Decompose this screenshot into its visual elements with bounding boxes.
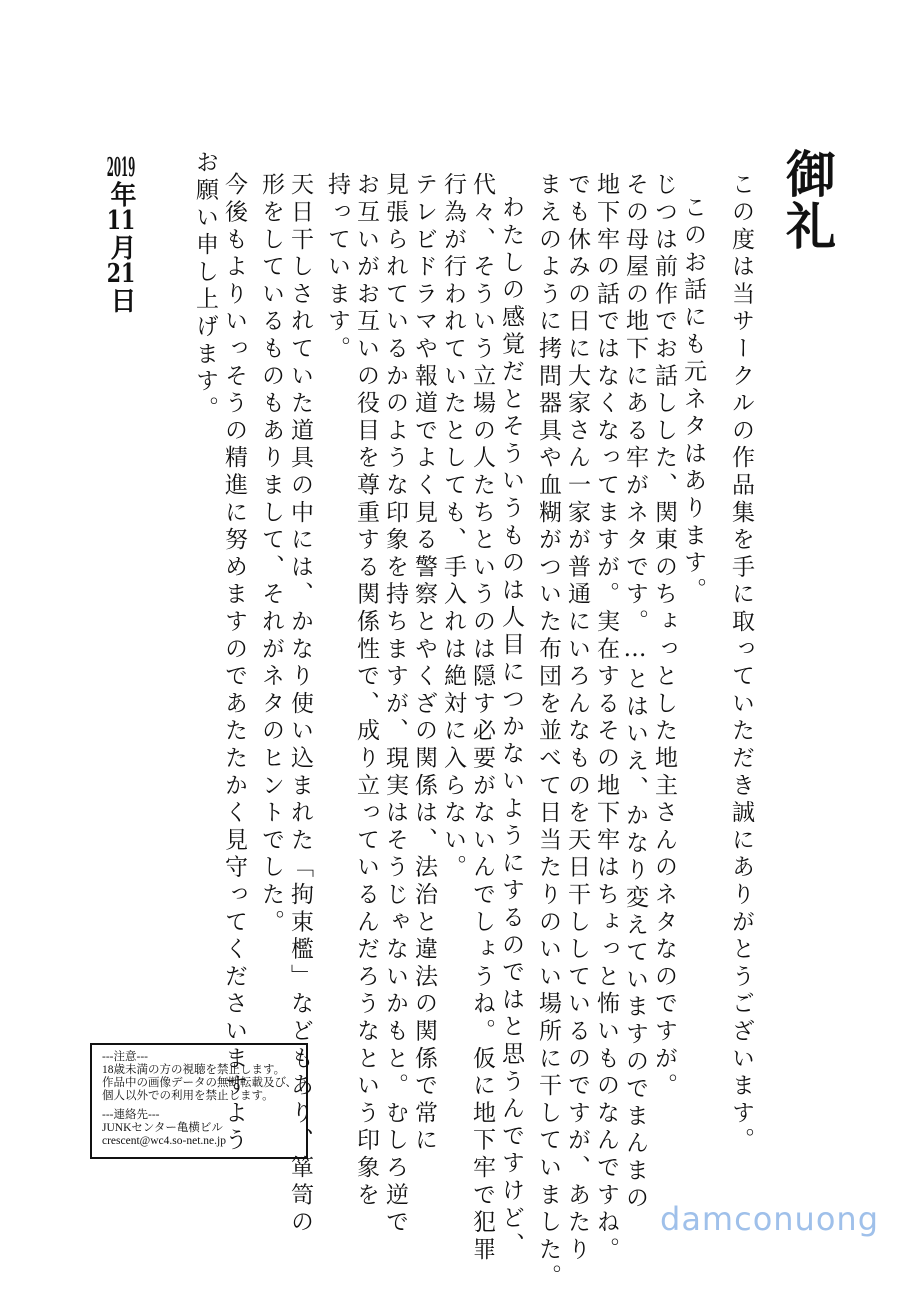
date (78, 155, 134, 314)
body-column: 行為が行われていたとしても、手入れは絶対に入らない。 (440, 172, 466, 882)
body-column: テレビドラマや報道でよく見る警察とやくざの関係は、法治と違法の関係で常に (411, 172, 437, 1155)
body-column: お願い申し上げます。 (192, 150, 218, 423)
page-title: 御礼 (778, 148, 836, 252)
body-column: 代々、そういう立場の人たちというのは隠す必要がないんでしょうね。仮に地下牢で犯罪 (469, 172, 495, 1264)
notice-box (90, 1043, 308, 1159)
body-column: まえのように拷問器具や血糊がついた布団を並べて日当たりのいい場所に干していました。 (535, 172, 561, 1291)
contact-header: ---連絡先--- (102, 1109, 160, 1121)
date-month-unit: 月 (106, 234, 136, 261)
body-column: この度は当サークルの作品集を手に取っていただき誠にありがとうございます。 (728, 172, 754, 1155)
caution-line: 18歳未満の方の視聴を禁止します。 (102, 1064, 286, 1076)
date-day: 21 (106, 261, 136, 287)
body-column: 地下牢の話ではなくなってますが。実在するその地下牢はちょっと怖いものなんですね。 (593, 172, 619, 1264)
body-column: このお話にも元ネタはあります。 (680, 195, 706, 605)
date-month: 11 (106, 208, 136, 234)
watermark: damconuong (660, 1200, 879, 1238)
body-column: 天日干しされていた道具の中には、かなり使い込まれた「拘束檻」などもあり、箪笥の (287, 172, 313, 1237)
body-column: じつは前作でお話しした、関東のちょっとした地主さんのネタなのですが。 (651, 172, 677, 1101)
body-column: 形をしているものもありまして、それがネタのヒントでした。 (258, 172, 284, 937)
caution-line: 個人以外での利用を禁止します。 (102, 1090, 274, 1102)
date-year: 2019 (106, 155, 136, 181)
body-column: 持っています。 (324, 172, 350, 364)
body-column: 今後もよりいっそうの精進に努めますのであたたかく見守ってくださいますよう (221, 172, 247, 1155)
contact-email: crescent@wc4.so-net.ne.jp (102, 1135, 226, 1147)
caution-line: 作品中の画像データの無断転載及び、 (102, 1077, 298, 1089)
date-day-unit: 日 (106, 287, 136, 314)
date-year-unit: 年 (106, 181, 136, 208)
body-column: お互いがお互いの役目を尊重する関係性で、成り立っているんだろうなという印象を (353, 172, 379, 1210)
body-column: わたしの感覚だとそういうものは人目につかないようにするのではと思うんですけど、 (498, 195, 524, 1260)
body-column: でも休みの日に大家さん一家が普通にいろんなものを天日干ししているのですが、あたり (564, 172, 590, 1264)
body-column: 見張られているかのような印象を持ちますが、現実はそうじゃないかもと。むしろ逆で (382, 172, 408, 1237)
body-column: その母屋の地下にある牢がネタです。…とはいえ、かなり変えていますのでまんまの (622, 172, 648, 1213)
contact-name: JUNKセンター亀横ビル (102, 1122, 223, 1134)
caution-header: ---注意--- (102, 1051, 148, 1063)
